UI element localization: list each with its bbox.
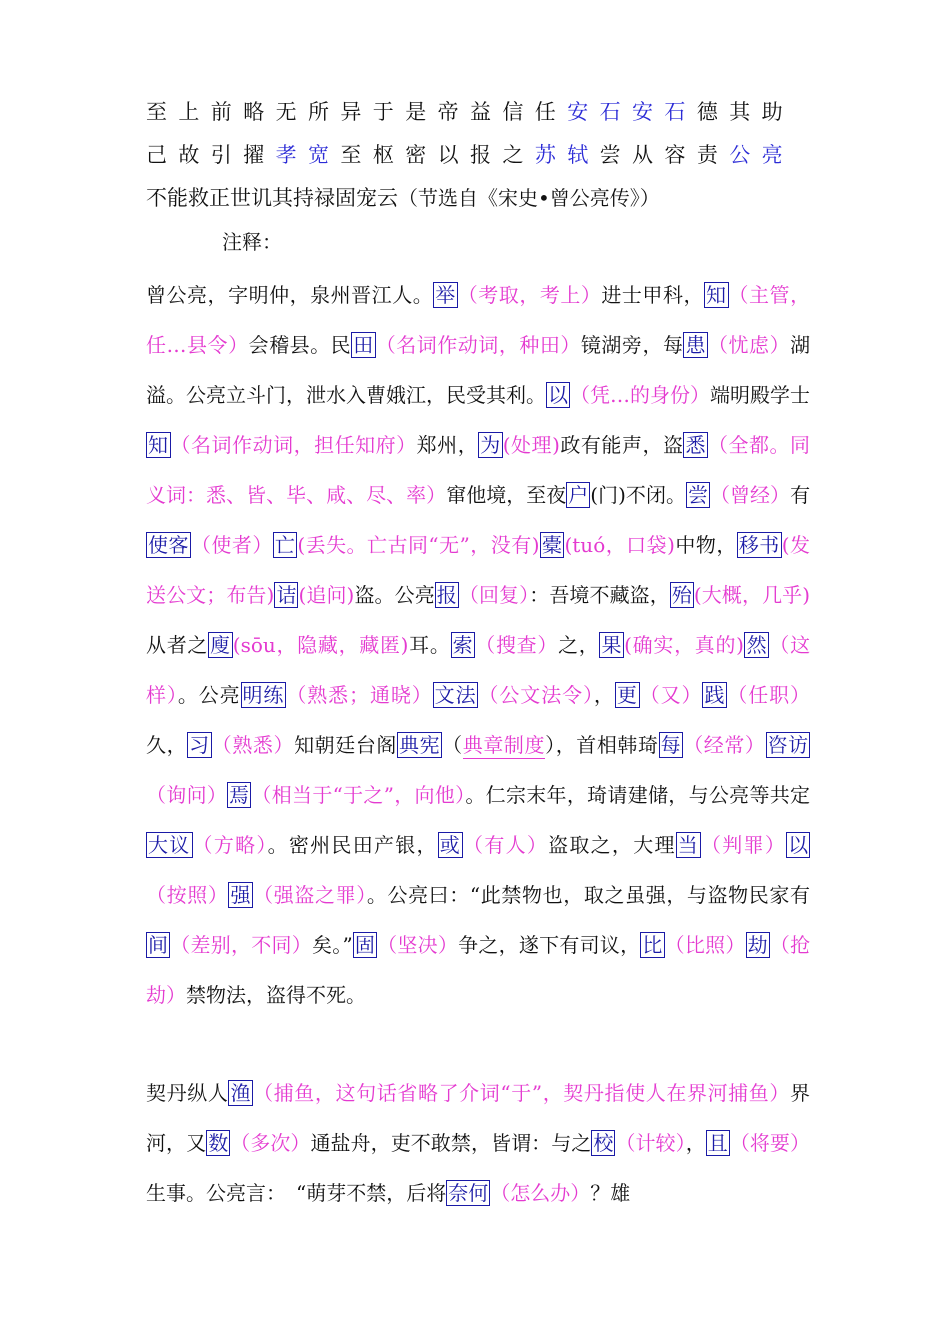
- boxed-keyword: 间: [148, 933, 169, 957]
- gloss-annotation: （捕鱼，这句话省略了介词“于”，契丹指使人在界河捕鱼）: [253, 1081, 791, 1105]
- body-text: 政有能声，盗: [559, 433, 684, 457]
- boxed-keyword: 焉: [229, 783, 250, 807]
- boxed-keyword: 知: [705, 283, 727, 307]
- gloss-annotation: （多次）: [230, 1131, 311, 1155]
- body-text: 有: [790, 483, 811, 507]
- boxed-keyword: 习: [189, 733, 210, 757]
- body-text: 矣。”: [311, 933, 353, 957]
- body-text: 界河，又: [146, 1081, 811, 1155]
- gloss-annotation: （方略）: [192, 833, 268, 857]
- boxed-keyword: 户: [568, 483, 589, 507]
- highlighted-name: 公亮: [729, 143, 795, 167]
- body-text: (门): [590, 483, 626, 507]
- boxed-keyword: 举: [435, 283, 456, 307]
- body-text: 之，: [558, 633, 600, 657]
- intro-text: 不能救正世讥其持禄固宠云: [146, 186, 398, 210]
- intro-text: 己故引擢: [146, 143, 276, 167]
- highlighted-name: 孝宽: [275, 143, 341, 167]
- gloss-annotation: （名词作动词，担任知府）: [170, 433, 417, 457]
- body-text: 进士甲科，: [601, 283, 704, 307]
- body-text: 镜湖旁，每: [580, 333, 684, 357]
- gloss-annotation: （主管，任…县令）: [146, 283, 811, 357]
- boxed-keyword: 廋: [210, 633, 231, 657]
- boxed-keyword: 践: [704, 683, 726, 707]
- gloss-annotation: （抢劫）: [146, 933, 811, 1007]
- body-text: 不闭。: [625, 483, 686, 507]
- annotated-paragraph-1: [146, 270, 810, 1020]
- intro-line-3: [146, 184, 806, 212]
- boxed-keyword: 渔: [230, 1081, 252, 1105]
- body-text: 久，: [146, 733, 188, 757]
- boxed-keyword: 殆: [671, 583, 692, 607]
- gloss-annotation: （凭…的身份）: [570, 383, 710, 407]
- intro-text: 德其助: [696, 100, 795, 124]
- gloss-annotation: (发送公文；布告): [146, 533, 811, 607]
- gloss-annotation: （使者）: [190, 533, 273, 557]
- boxed-keyword: 或: [439, 833, 462, 857]
- gloss-annotation: (tuó，口袋): [564, 533, 675, 557]
- gloss-annotation: (丢失。亡古同“无”，没有): [297, 533, 540, 557]
- gloss-annotation: （任职）: [727, 683, 811, 707]
- boxed-keyword: 劫: [747, 933, 768, 957]
- body-text: 会稽县。民: [248, 333, 352, 357]
- gloss-annotation: （询问）: [146, 783, 228, 807]
- gloss-annotation: （按照）: [146, 883, 229, 907]
- body-text: 耳。: [408, 633, 451, 657]
- boxed-keyword: 以: [548, 383, 568, 407]
- body-text: 端明殿学士: [710, 383, 810, 407]
- body-text: 争之，遂下有司议，: [458, 933, 641, 957]
- gloss-annotation: （经常）: [683, 733, 766, 757]
- boxed-keyword: 索: [452, 633, 474, 657]
- boxed-keyword: 当: [677, 833, 700, 857]
- boxed-keyword: 患: [685, 333, 707, 357]
- gloss-annotation: （有人）: [463, 833, 549, 857]
- boxed-keyword: 固: [354, 933, 376, 957]
- boxed-keyword: 报: [436, 583, 457, 607]
- body-text: 通盐舟，吏不敢禁，皆谓：与之: [310, 1131, 592, 1155]
- intro-text: 至上前略无所异于是帝益信任: [146, 100, 568, 124]
- boxed-keyword: 亡: [274, 533, 296, 557]
- body-text: 禁物法，盗得不死。: [186, 983, 366, 1007]
- gloss-annotation: （名词作动词，种田）: [375, 333, 581, 357]
- body-text: ：吾境不藏盗，: [529, 583, 670, 607]
- gloss-annotation: （忧虑）: [708, 333, 791, 357]
- body-text: ，: [685, 1131, 706, 1155]
- body-text: ，: [593, 683, 615, 707]
- boxed-keyword: 诘: [276, 583, 297, 607]
- gloss-annotation: （将要）: [729, 1131, 810, 1155]
- body-text: 盗取之，大理: [548, 833, 676, 857]
- boxed-keyword: 咨访: [767, 733, 809, 757]
- boxed-keyword: 强: [230, 883, 252, 907]
- intro-line-1: [146, 98, 806, 126]
- body-text: 从者之: [146, 633, 209, 657]
- gloss-annotation: （考取，考上）: [457, 283, 602, 307]
- gloss-annotation: （计较）: [615, 1131, 686, 1155]
- body-text: 中物，: [674, 533, 737, 557]
- body-text: 。密州民田产银，: [267, 833, 438, 857]
- gloss-annotation: （全都。同义词：悉、皆、毕、咸、尽、率）: [146, 433, 811, 507]
- gloss-annotation: （曾经）: [710, 483, 791, 507]
- gloss-annotation: （坚决）: [377, 933, 459, 957]
- gloss-annotation: （相当于“于之”，向他）: [251, 783, 466, 807]
- boxed-keyword: 校: [593, 1131, 614, 1155]
- boxed-keyword: 然: [745, 633, 768, 657]
- boxed-keyword: 尝: [687, 483, 708, 507]
- highlighted-name: 苏轼: [534, 143, 600, 167]
- gloss-annotation: (sōu，隐藏，藏匿): [232, 633, 409, 657]
- gloss-annotation: （熟悉；通晓）: [286, 683, 433, 707]
- boxed-keyword: 使客: [148, 533, 189, 557]
- boxed-keyword: 奈何: [448, 1181, 489, 1205]
- intro-text: 至枢密以报之: [340, 143, 535, 167]
- body-text: 。公亮: [177, 683, 241, 707]
- body-text: 。公亮曰：“此禁物也，取之虽强，与盗物民家有: [366, 883, 811, 907]
- body-text: 郑州，: [416, 433, 479, 457]
- gloss-annotation: (处理): [502, 433, 560, 457]
- body-text: ，首相韩琦: [555, 733, 659, 757]
- body-text: 契丹纵人: [146, 1081, 229, 1105]
- boxed-keyword: 明练: [242, 683, 285, 707]
- gloss-annotation: （搜查）: [475, 633, 559, 657]
- boxed-keyword: 田: [353, 333, 374, 357]
- boxed-keyword: 更: [616, 683, 638, 707]
- boxed-keyword: 悉: [685, 433, 706, 457]
- boxed-keyword: 橐: [541, 533, 563, 557]
- body-text: 生事。公亮言： “萌芽不禁，后将: [146, 1181, 447, 1205]
- boxed-keyword: 比: [642, 933, 663, 957]
- boxed-keyword: 典宪: [399, 733, 441, 757]
- gloss-annotation: （又）: [639, 683, 703, 707]
- body-text: ？雄: [590, 1181, 631, 1205]
- gloss-annotation: (大概，几乎): [693, 583, 811, 607]
- boxed-keyword: 每: [660, 733, 682, 757]
- gloss-annotation: （差别，不同）: [170, 933, 312, 957]
- gloss-annotation: （比照）: [664, 933, 746, 957]
- gloss-annotation: （怎么办）: [490, 1181, 591, 1205]
- body-text: 窜他境，至夜: [446, 483, 567, 507]
- notes-label: 注释：: [222, 230, 282, 254]
- boxed-keyword: 移书: [738, 533, 780, 557]
- intro-line-2: [146, 141, 806, 169]
- intro-text: 尝从容责: [599, 143, 730, 167]
- boxed-keyword: 为: [480, 433, 501, 457]
- boxed-keyword: 文法: [434, 683, 477, 707]
- boxed-keyword: 知: [148, 433, 169, 457]
- gloss-annotation: （判罪）: [701, 833, 787, 857]
- gloss-annotation: （熟悉）: [211, 733, 295, 757]
- underlined-gloss: 典章制度: [462, 733, 546, 757]
- boxed-keyword: 且: [707, 1131, 728, 1155]
- body-text: 曾公亮，字明仲，泉州晋江人。: [146, 283, 434, 307]
- gloss-annotation: （公文法令）: [478, 683, 594, 707]
- body-text: 盗。公亮: [354, 583, 435, 607]
- boxed-keyword: 大议: [148, 833, 191, 857]
- body-text: （: [442, 733, 463, 757]
- boxed-keyword: 以: [788, 833, 809, 857]
- gloss-annotation: （回复）: [458, 583, 530, 607]
- body-text: 知朝廷台阁: [294, 733, 397, 757]
- body-text: 湖溢。公亮立斗门，泄水入曹娥江，民受其利。: [146, 333, 811, 407]
- body-text: ）: [545, 733, 556, 757]
- highlighted-name: 安石安石: [567, 100, 697, 124]
- annotated-paragraph-2: [146, 1068, 810, 1218]
- source-citation: （节选自《宋史•曾公亮传》）: [398, 186, 660, 210]
- body-text: 。仁宗末年，琦请建储，与公亮等共定: [465, 783, 811, 807]
- gloss-annotation: (追问): [298, 583, 355, 607]
- gloss-annotation: （强盗之罪）: [253, 883, 367, 907]
- gloss-annotation: (确实，真的): [624, 633, 744, 657]
- boxed-keyword: 数: [208, 1131, 229, 1155]
- gloss-annotation: （这样）: [146, 633, 811, 707]
- boxed-keyword: 果: [601, 633, 623, 657]
